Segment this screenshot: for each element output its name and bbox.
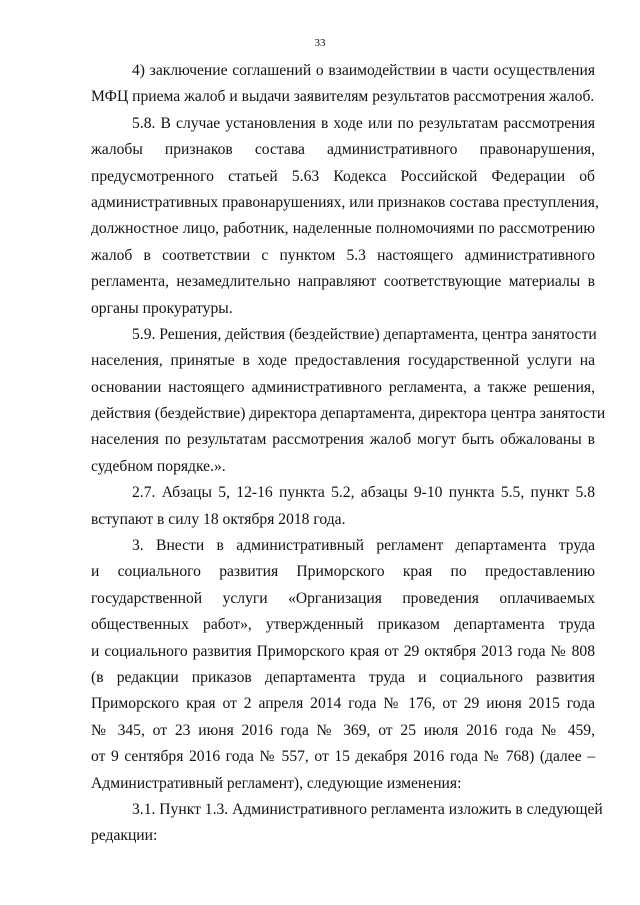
text-line: 3.1. Пункт 1.3. Административного регламента изложить в следующей bbox=[132, 800, 603, 818]
text-line: Приморского края от 2 апреля 2014 года № 176, от 29 июня 2015 года bbox=[91, 695, 595, 713]
text-line: 5.8. В случае установления в ходе или по результатам рассмотрения bbox=[132, 114, 595, 132]
text-line: жалобы признаков состава административного правонарушения, bbox=[91, 141, 595, 159]
text-line: 3. Внести в административный регламент департамента труда bbox=[132, 537, 595, 555]
text-line: административных правонарушениях, или признаков состава преступления, bbox=[91, 193, 599, 211]
text-line: органы прокуратуры. bbox=[91, 299, 233, 317]
document-body bbox=[91, 58, 606, 850]
text-line: от 9 сентября 2016 года № 557, от 15 декабря 2016 года № 768) (далее – bbox=[91, 748, 595, 766]
text-line: 4) заключение соглашений о взаимодействии в части осуществления bbox=[132, 62, 595, 79]
text-line: судебном порядке.». bbox=[91, 457, 226, 475]
text-line: предусмотренного статьей 5.63 Кодекса Российской Федерации об bbox=[91, 167, 595, 185]
paragraph-5-9 bbox=[91, 322, 606, 480]
text-line: населения по результатам рассмотрения жалоб могут быть обжалованы в bbox=[91, 431, 595, 449]
text-line: должностное лицо, работник, наделенные полномочиями по рассмотрению bbox=[91, 220, 595, 238]
text-line: Административный регламент), следующие изменения: bbox=[91, 774, 462, 792]
paragraph-3 bbox=[91, 533, 595, 797]
text-line: № 345, от 23 июня 2016 года № 369, от 25 июля 2016 года № 459, bbox=[91, 721, 595, 739]
text-line: (в редакции приказов департамента труда и социального развития bbox=[91, 668, 595, 686]
text-line: основании настоящего административного регламента, а также решения, bbox=[91, 378, 595, 396]
text-line: вступают в силу 18 октября 2018 года. bbox=[91, 510, 346, 528]
page-number: 33 bbox=[314, 37, 326, 49]
text-line: действия (бездействие) директора департамента, директора центра занятости bbox=[91, 405, 606, 423]
text-line: жалоб в соответствии с пунктом 5.3 настоящего административного bbox=[91, 246, 595, 264]
text-line: МФЦ приема жалоб и выдачи заявителям результатов рассмотрения жалоб. bbox=[91, 88, 595, 106]
text-line: 2.7. Абзацы 5, 12-16 пункта 5.2, абзацы 9-10 пункта 5.5, пункт 5.8 bbox=[132, 484, 595, 502]
paragraph-mfc-agreements bbox=[91, 58, 595, 111]
text-line: и социального развития Приморского края по предоставлению bbox=[91, 563, 595, 581]
text-line: государственной услуги «Организация проведения оплачиваемых bbox=[91, 589, 595, 607]
text-line: редакции: bbox=[91, 827, 158, 845]
text-line: населения, принятые в ходе предоставления государственной услуги на bbox=[91, 352, 595, 370]
text-line: 5.9. Решения, действия (бездействие) департамента, центра занятости bbox=[132, 325, 597, 343]
text-line: регламента, незамедлительно направляют соответствующие материалы в bbox=[91, 273, 595, 291]
text-line: общественных работ», утвержденный приказом департамента труда bbox=[91, 616, 595, 634]
text-line: и социального развития Приморского края от 29 октября 2013 года № 808 bbox=[91, 642, 595, 660]
paragraph-5-8 bbox=[91, 111, 599, 322]
paragraph-3-1 bbox=[91, 797, 603, 850]
paragraph-2-7 bbox=[91, 480, 595, 533]
